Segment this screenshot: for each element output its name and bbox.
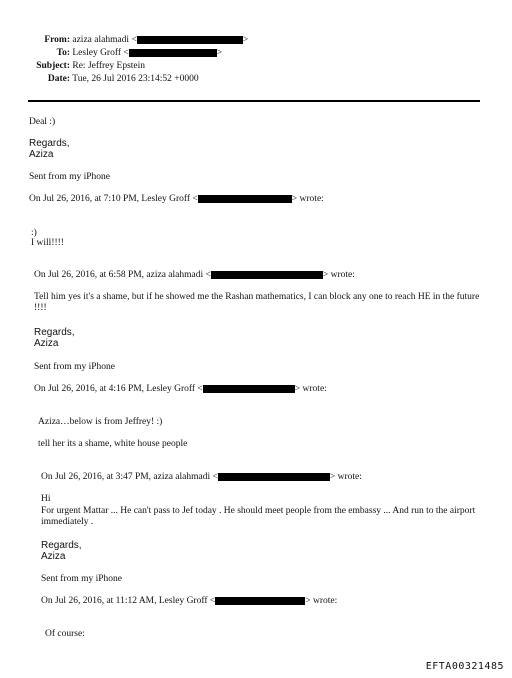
- i-will-line: I will!!!!: [31, 238, 64, 248]
- quote-attribution: [34, 384, 327, 394]
- redaction-bar: [218, 473, 330, 481]
- message-line: Aziza…below is from Jeffrey! :): [38, 417, 163, 427]
- sent-from-iphone: Sent from my iPhone: [41, 574, 123, 584]
- redaction-bar: [211, 271, 323, 279]
- signature-regards: Regards,: [29, 138, 70, 149]
- signature-regards: Regards,: [41, 540, 82, 551]
- attribution-wrote: > wrote:: [322, 270, 355, 280]
- attribution-wrote: > wrote:: [294, 384, 327, 394]
- signature-name: Aziza: [41, 551, 66, 562]
- message-line: Hi: [41, 494, 51, 504]
- quote-attribution: [41, 596, 337, 606]
- redaction-bar: [215, 597, 305, 605]
- subject-label: Subject:: [36, 61, 70, 71]
- attribution-text: On Jul 26, 2016, at 3:47 PM, aziza alahmadi <: [41, 472, 218, 482]
- message-line: Of course:: [45, 629, 85, 639]
- message-paragraph: For urgent Mattar ... He can't pass to Jef today . He should meet people from the embassy ... And run to the airport immediately .: [41, 506, 476, 527]
- date-value: Tue, 26 Jul 2016 23:14:52 +0000: [72, 74, 199, 84]
- deal-line: Deal :): [29, 117, 56, 127]
- header-divider: [28, 100, 480, 102]
- signature-regards: Regards,: [34, 327, 75, 338]
- attribution-wrote: > wrote:: [305, 596, 338, 606]
- redaction-bar: [137, 36, 243, 44]
- header-subject-row: [0, 61, 145, 74]
- redaction-bar: [129, 49, 217, 57]
- to-label: To:: [56, 48, 70, 58]
- from-value: aziza alahmadi <: [72, 35, 137, 45]
- sent-from-iphone: Sent from my iPhone: [29, 172, 111, 182]
- message-paragraph: Tell him yes it's a shame, but if he showed me the Rashan mathematics, I can block any one to reach HE in the future !!!!: [34, 292, 480, 313]
- attribution-wrote: > wrote:: [329, 472, 362, 482]
- attribution-wrote: > wrote:: [291, 194, 324, 204]
- redaction-bar: [198, 195, 292, 203]
- attribution-text: On Jul 26, 2016, at 7:10 PM, Lesley Groff <: [29, 194, 198, 204]
- signature-name: Aziza: [34, 338, 59, 349]
- header-date-row: [0, 74, 199, 87]
- document-id: EFTA00321485: [425, 661, 504, 672]
- message-line: tell her its a shame, white house people: [38, 439, 188, 449]
- from-tail: >: [242, 35, 249, 45]
- signature-name: Aziza: [29, 149, 54, 160]
- to-tail: >: [216, 48, 223, 58]
- quote-attribution: [34, 270, 355, 280]
- date-label: Date:: [47, 74, 70, 84]
- attribution-text: On Jul 26, 2016, at 4:16 PM, Lesley Groff <: [34, 384, 203, 394]
- quote-attribution: [41, 472, 362, 482]
- from-label: From:: [44, 35, 70, 45]
- header-from-row: [0, 35, 248, 48]
- to-value: Lesley Groff <: [72, 48, 129, 58]
- sent-from-iphone: Sent from my iPhone: [34, 362, 116, 372]
- smile-line: :): [31, 228, 37, 238]
- quote-attribution: [29, 194, 324, 204]
- header-to-row: [0, 48, 222, 61]
- subject-value: Re: Jeffrey Epstein: [72, 61, 146, 71]
- redaction-bar: [203, 385, 295, 393]
- attribution-text: On Jul 26, 2016, at 11:12 AM, Lesley Groff <: [41, 596, 216, 606]
- attribution-text: On Jul 26, 2016, at 6:58 PM, aziza alahmadi <: [34, 270, 211, 280]
